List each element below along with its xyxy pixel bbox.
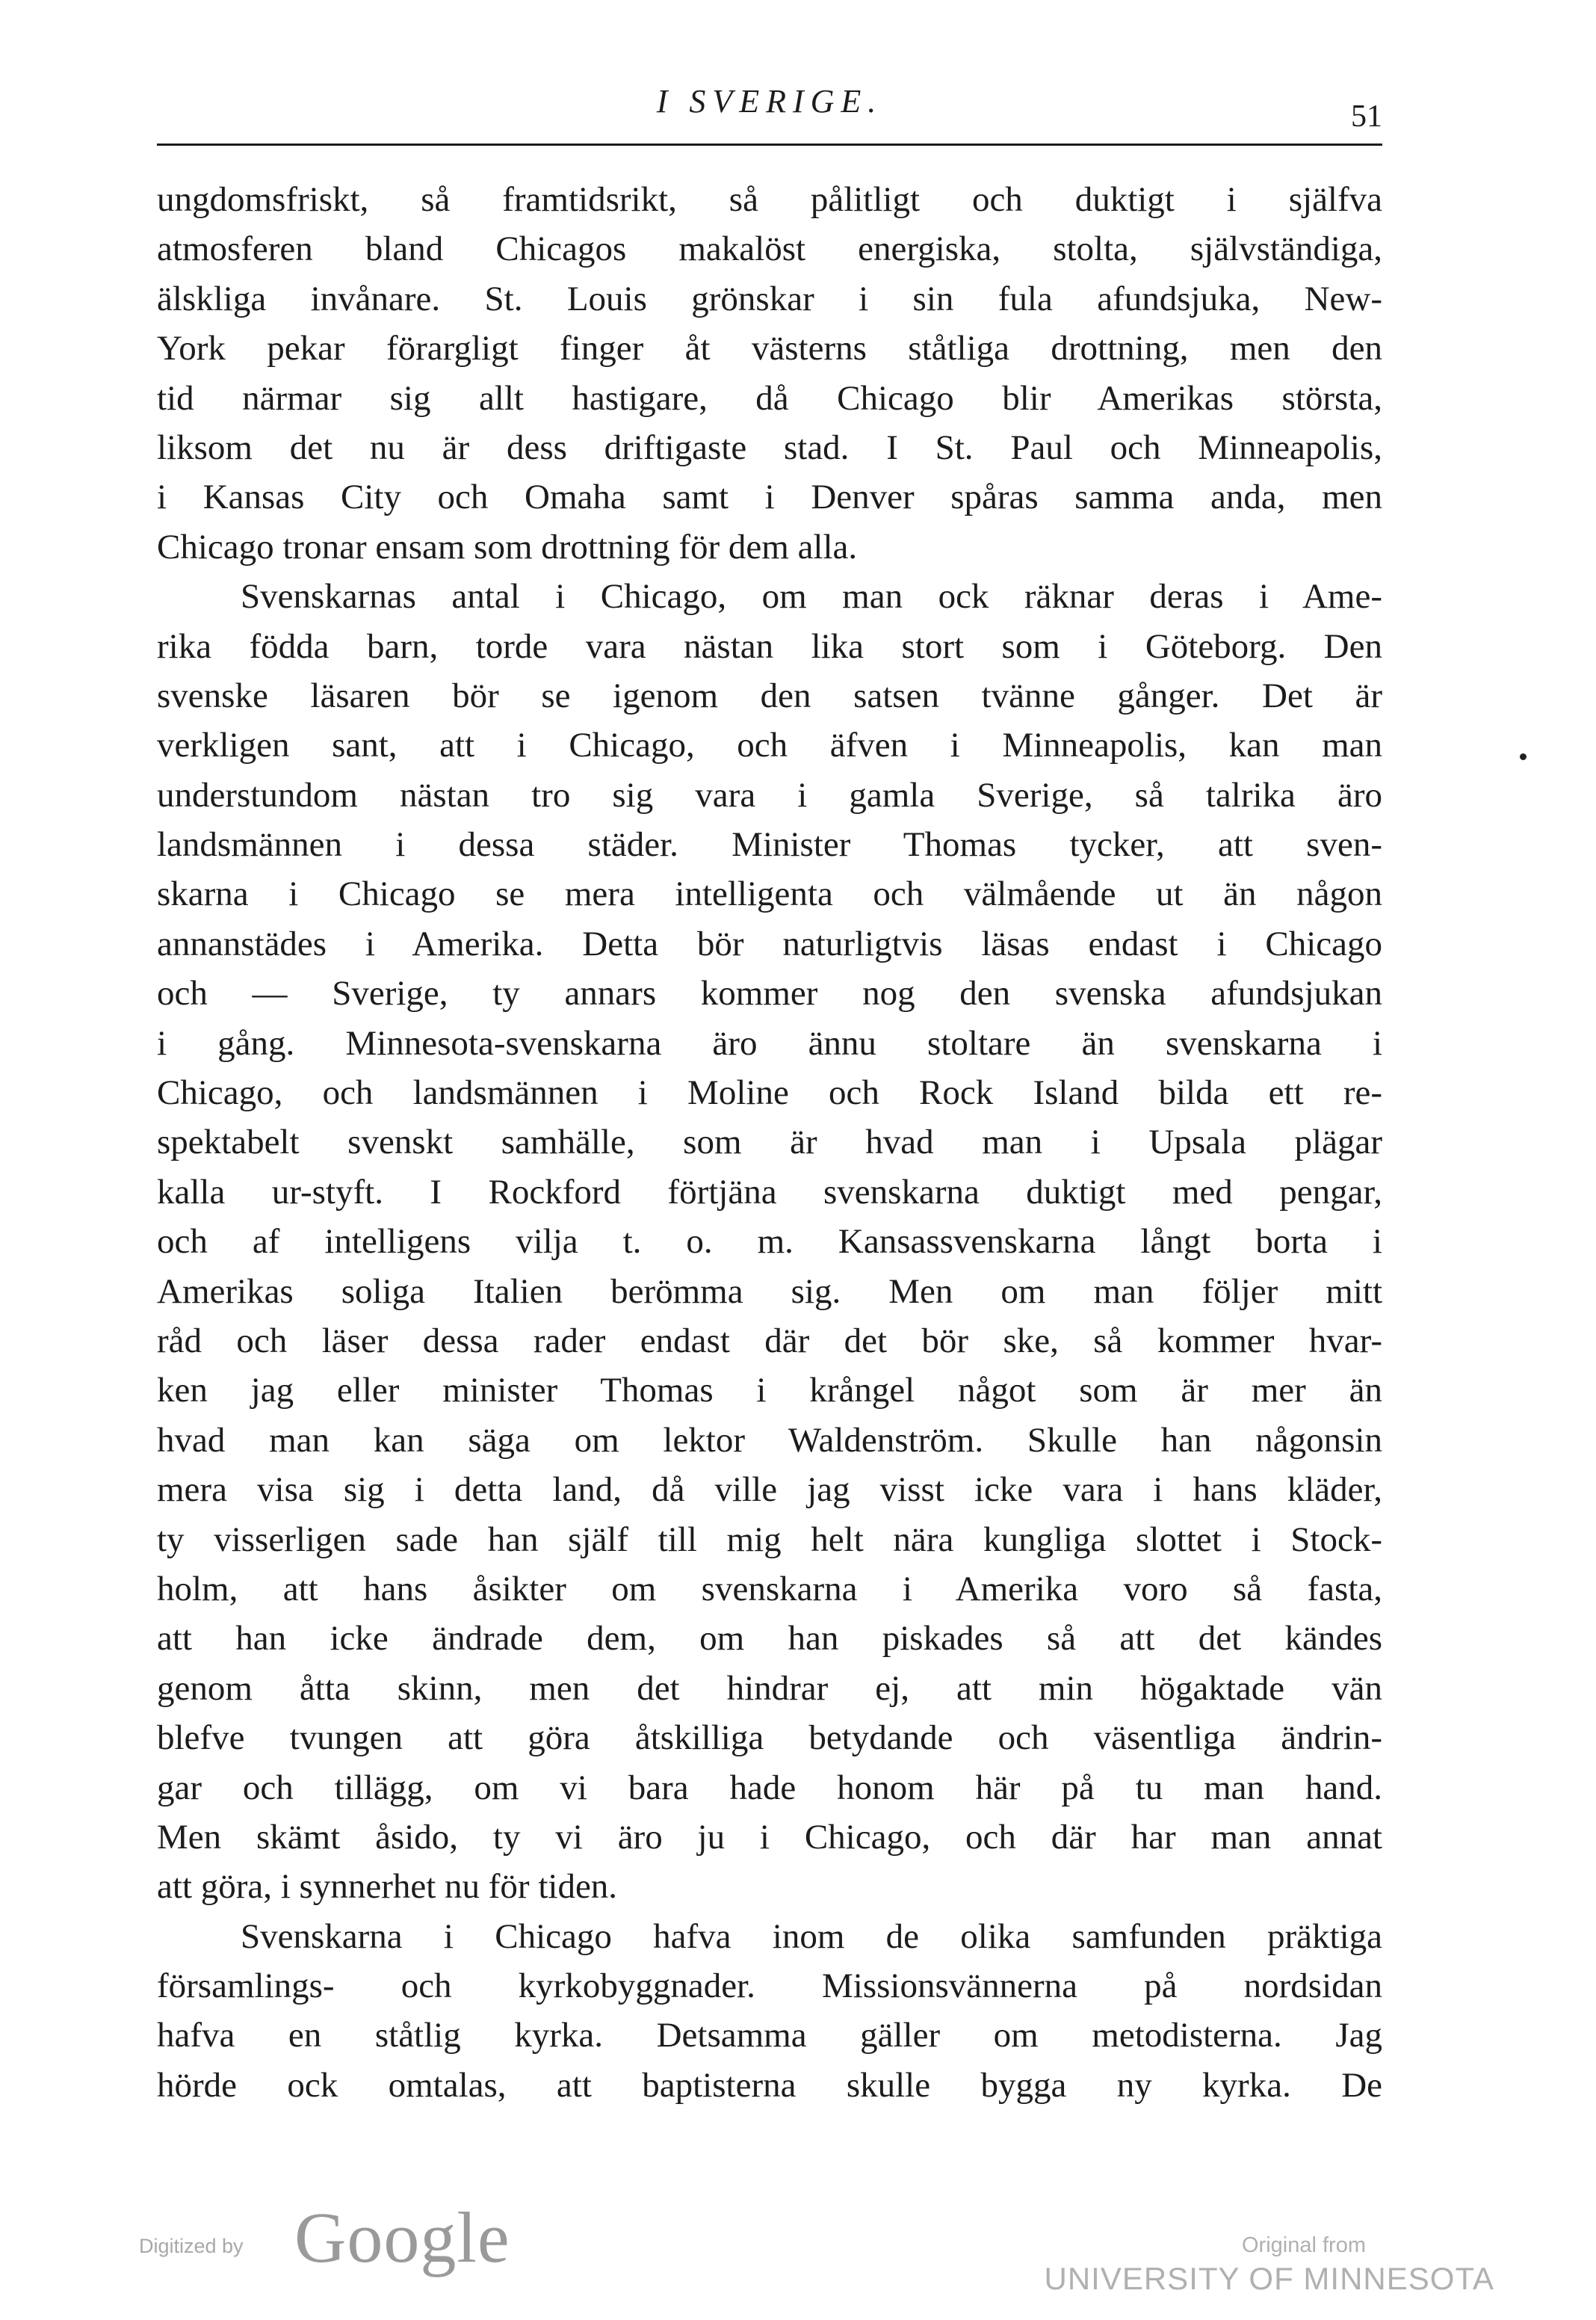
- text-line: mera visa sig i detta land, då ville jag visst icke vara i hans kläder,: [157, 1470, 1382, 1510]
- page-body: [157, 175, 1382, 2110]
- text-line: och af intelligens vilja t. o. m. Kansassvenskarna långt borta i: [157, 1222, 1382, 1262]
- original-from-label: Original from: [1242, 2233, 1366, 2257]
- text-line: ty visserligen sade han själf till mig helt nära kungliga slottet i Stock-: [157, 1520, 1382, 1559]
- text-line: Chicago, och landsmännen i Moline och Rock Island bilda ett re-: [157, 1073, 1382, 1113]
- text-line: skarna i Chicago se mera intelligenta och välmående ut än någon: [157, 874, 1382, 914]
- text-line: älskliga invånare. St. Louis grönskar i sin fula afundsjuka, New-: [157, 279, 1382, 318]
- text-line: understundom nästan tro sig vara i gamla Sverige, så talrika äro: [157, 775, 1382, 815]
- source-credit: [971, 2233, 1494, 2297]
- text-line: kalla ur-styft. I Rockford förtjäna svenskarna duktigt med pengar,: [157, 1172, 1382, 1212]
- text-line: och — Sverige, ty annars kommer nog den svenska afundsjukan: [157, 974, 1382, 1014]
- text-line: York pekar förargligt finger åt västerns ståtliga drottning, men den: [157, 329, 1382, 368]
- text-line: ken jag eller minister Thomas i krångel något som är mer än: [157, 1371, 1382, 1410]
- text-line: hvad man kan säga om lektor Waldenström. Skulle han någonsin: [157, 1420, 1382, 1460]
- text-line: att göra, i synnerhet nu för tiden.: [157, 1867, 618, 1907]
- text-line: rika födda barn, torde vara nästan lika stort som i Göteborg. Den: [157, 626, 1382, 666]
- digitized-by-label: Digitized by: [139, 2235, 244, 2257]
- text-line: holm, att hans åsikter om svenskarna i Amerika voro så fasta,: [157, 1569, 1382, 1608]
- university-label: UNIVERSITY OF MINNESOTA: [1044, 2261, 1494, 2296]
- text-line: verkligen sant, att i Chicago, och äfven i Minneapolis, kan man: [157, 726, 1382, 765]
- text-line: atmosferen bland Chicagos makalöst energiska, stolta, självständiga,: [157, 229, 1382, 269]
- text-line: hafva en ståtlig kyrka. Detsamma gäller om metodisterna. Jag: [157, 2016, 1382, 2055]
- text-line: hörde ock omtalas, att baptisterna skulle bygga ny kyrka. De: [157, 2065, 1382, 2105]
- text-line: genom åtta skinn, men det hindrar ej, att min högaktade vän: [157, 1668, 1382, 1708]
- text-line: blefve tvungen att göra åtskilliga betydande och väsentliga ändrin-: [157, 1718, 1382, 1758]
- text-line: i Kansas City och Omaha samt i Denver spåras samma anda, men: [157, 478, 1382, 517]
- text-line: annanstädes i Amerika. Detta bör naturligtvis läsas endast i Chicago: [157, 924, 1382, 963]
- text-line: i gång. Minnesota-svenskarna äro ännu stoltare än svenskarna i: [157, 1023, 1382, 1063]
- text-line: Men skämt åsido, ty vi äro ju i Chicago, och där har man annat: [157, 1817, 1382, 1857]
- running-head: [157, 72, 1382, 154]
- running-title: I SVERIGE.: [656, 83, 883, 120]
- header-rule: [157, 144, 1382, 146]
- page-number: 51: [1351, 99, 1382, 134]
- text-line: församlings- och kyrkobyggnader. Missionsvännerna på nordsidan: [157, 1966, 1382, 2006]
- text-line: att han icke ändrade dem, om han piskades så att det kändes: [157, 1619, 1382, 1659]
- text-line: svenske läsaren bör se igenom den satsen tvänne gånger. Det är: [157, 676, 1382, 715]
- text-line: tid närmar sig allt hastigare, då Chicago blir Amerikas största,: [157, 378, 1382, 418]
- google-logo: Google: [294, 2197, 510, 2277]
- print-speck: [1520, 753, 1527, 760]
- digitization-credit: [139, 2196, 528, 2286]
- text-line: spektabelt svenskt samhälle, som är hvad man i Upsala plägar: [157, 1123, 1382, 1162]
- text-line: landsmännen i dessa städer. Minister Thomas tycker, att sven-: [157, 825, 1382, 865]
- text-line: Svenskarna i Chicago hafva inom de olika samfunden präktiga: [241, 1916, 1382, 1956]
- text-line: liksom det nu är dess driftigaste stad. I St. Paul och Minneapolis,: [157, 428, 1382, 467]
- text-line: Amerikas soliga Italien berömma sig. Men om man följer mitt: [157, 1271, 1382, 1311]
- text-line: ungdomsfriskt, så framtidsrikt, så pålitligt och duktigt i själfva: [157, 180, 1382, 219]
- text-line: gar och tillägg, om vi bara hade honom här på tu man hand.: [157, 1768, 1382, 1807]
- text-line: råd och läser dessa rader endast där det bör ske, så kommer hvar-: [157, 1321, 1382, 1360]
- text-line: Chicago tronar ensam som drottning för dem alla.: [157, 527, 858, 567]
- text-line: Svenskarnas antal i Chicago, om man ock räknar deras i Ame-: [241, 577, 1382, 617]
